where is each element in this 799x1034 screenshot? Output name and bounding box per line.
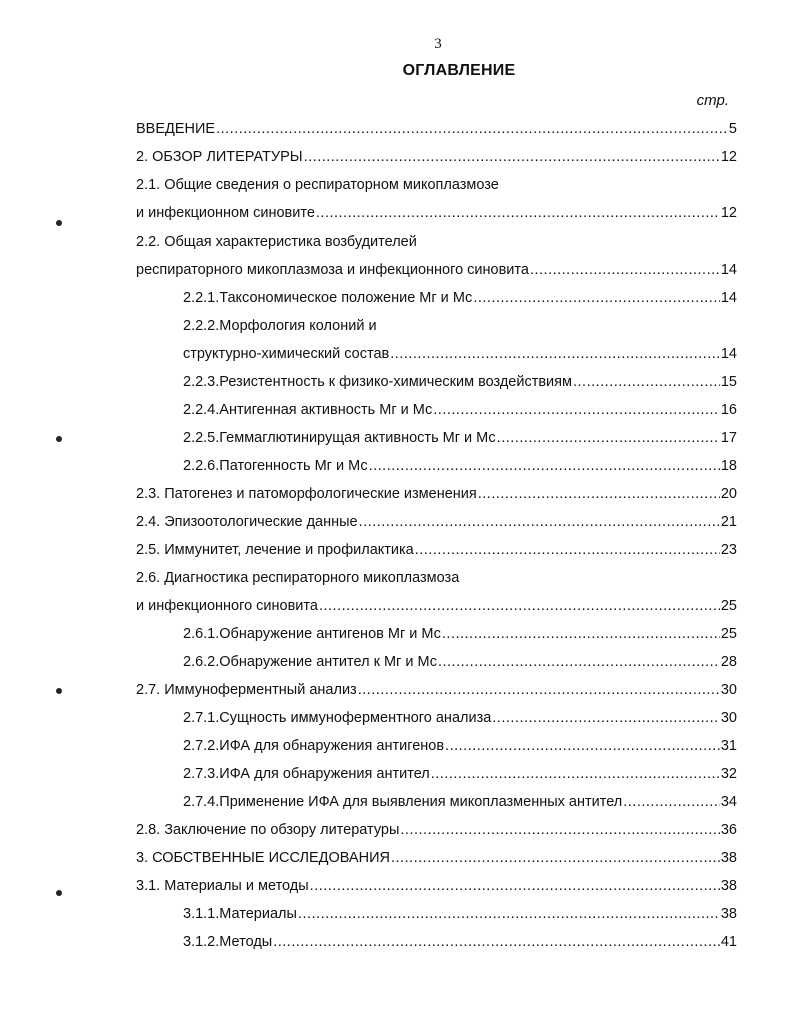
toc-entry: 3. СОБСТВЕННЫЕ ИССЛЕДОВАНИЯ ..... 38: [136, 847, 737, 869]
toc-entry: 2.7.2.ИФА для обнаружения антигенов ..... 31: [183, 735, 737, 757]
toc-entry: 2.1. Общие сведения о респираторном микоплазмозе: [136, 177, 499, 193]
toc-entry: 3.1.2.Методы ..... 41: [183, 931, 737, 953]
toc-entry: 2.7.3.ИФА для обнаружения антител ..... 32: [183, 763, 737, 785]
toc-entry: 2. ОБЗОР ЛИТЕРАТУРЫ ..... 12: [136, 146, 737, 168]
toc-entry: 2.7.4.Применение ИФА для выявления микоплазменных антител ..... 34: [183, 791, 737, 813]
toc-entry: структурно-химический состав ..... 14: [183, 343, 737, 365]
toc-entry: 2.2. Общая характеристика возбудителей: [136, 234, 417, 250]
page-column-label: стр.: [696, 92, 729, 109]
toc-entry: 2.2.4.Антигенная активность Мг и Мс ..... 16: [183, 399, 737, 421]
toc-entry: 2.2.1.Таксономическое положение Мг и Мс ..... 14: [183, 287, 737, 309]
toc-entry: 2.5. Иммунитет, лечение и профилактика ..... 23: [136, 539, 737, 561]
page-number: 3: [434, 36, 442, 52]
margin-dot: [56, 436, 62, 442]
toc-entry: респираторного микоплазмоза и инфекционного синовита ..... 14: [136, 259, 737, 281]
margin-dot: [56, 688, 62, 694]
toc-entry: 2.6.2.Обнаружение антител к Мг и Мс ..... 28: [183, 651, 737, 673]
toc-entry: 2.2.6.Патогенность Мг и Мс ..... 18: [183, 455, 737, 477]
toc-entry: 2.6. Диагностика респираторного микоплазмоза: [136, 570, 460, 586]
toc-entry: 2.4. Эпизоотологические данные ..... 21: [136, 511, 737, 533]
toc-entry: 3.1. Материалы и методы ..... 38: [136, 875, 737, 897]
toc-entry: 2.7.1.Сущность иммуноферментного анализа ..... 30: [183, 707, 737, 729]
margin-dot: [56, 890, 62, 896]
toc-entry: 3.1.1.Материалы ..... 38: [183, 903, 737, 925]
toc-entry: 2.2.3.Резистентность к физико-химическим воздействиям ..... 15: [183, 371, 737, 393]
toc-entry: 2.7. Иммуноферментный анализ ..... 30: [136, 679, 737, 701]
toc-entry: 2.8. Заключение по обзору литературы ..... 36: [136, 819, 737, 841]
toc-entry: ВВЕДЕНИЕ ..... 5: [136, 118, 737, 140]
toc-entry: 2.6.1.Обнаружение антигенов Мг и Мс ..... 25: [183, 623, 737, 645]
page-title: ОГЛАВЛЕНИЕ: [402, 62, 516, 79]
toc-entry: 2.2.2.Морфология колоний и: [183, 318, 377, 334]
toc-entry: 2.3. Патогенез и патоморфологические изменения ..... 20: [136, 483, 737, 505]
toc-entry: 2.2.5.Геммаглютинирущая активность Мг и Мс ..... 17: [183, 427, 737, 449]
toc-entry: и инфекционного синовита ..... 25: [136, 595, 737, 617]
toc-entry: и инфекционном синовите ..... 12: [136, 202, 737, 224]
margin-dot: [56, 220, 62, 226]
